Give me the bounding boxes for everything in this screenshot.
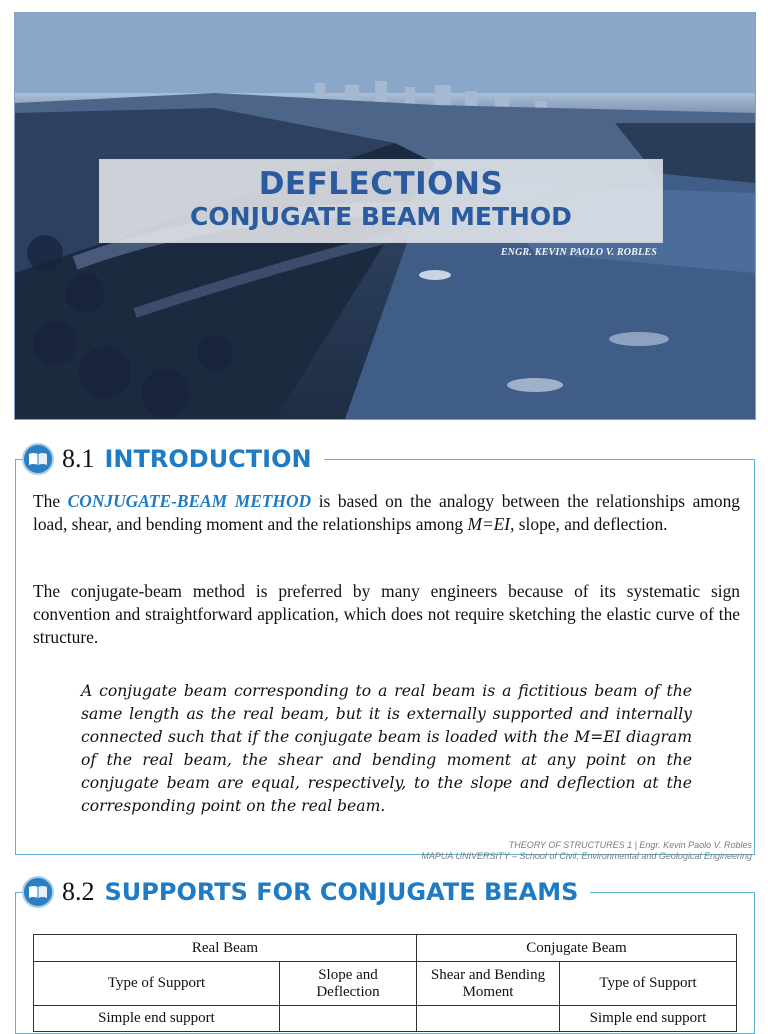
cell-real-support: Simple end support [34, 1006, 280, 1032]
footer-university: MAPUA UNIVERSITY – School of Civil, Environmental and Geological Engineering [421, 851, 752, 861]
book-icon [22, 443, 54, 475]
section-number: 8.1 [62, 444, 95, 473]
table-column-header-row [34, 962, 737, 1006]
formula-m-ei: M=EI [467, 514, 511, 534]
footer-course: THEORY OF STRUCTURES 1 | Engr. Kevin Paolo V. Robles [508, 840, 752, 850]
cell-slope-deflection [280, 1006, 417, 1032]
header-conjugate-beam: Conjugate Beam [417, 935, 737, 962]
intro-paragraph-2: The conjugate-beam method is preferred by many engineers because of its systematic sign convention and straightforward application, which does not require sketching the elastic curve of the structure. [33, 581, 740, 647]
page-subtitle: CONJUGATE BEAM METHOD [190, 202, 572, 231]
book-icon [22, 876, 54, 908]
author-name: ENGR. KEVIN PAOLO V. ROBLES [500, 247, 657, 258]
para1-text-middle: is based on the analogy between the relationships among load, shear, and bending moment and the relationships among [33, 491, 740, 534]
hero-banner [14, 12, 756, 420]
table-group-header-row [34, 935, 737, 962]
section-introduction-heading [22, 443, 324, 475]
para1-text-start: The [33, 491, 68, 511]
page-footer [421, 840, 752, 862]
title-box [99, 159, 663, 243]
header-type-of-support-real: Type of Support [34, 962, 280, 1006]
section-title: INTRODUCTION [104, 445, 312, 473]
cell-shear-moment [417, 1006, 560, 1032]
section-number: 8.2 [62, 877, 95, 906]
table-row [34, 1006, 737, 1032]
header-type-of-support-conjugate: Type of Support [560, 962, 737, 1006]
header-real-beam: Real Beam [34, 935, 417, 962]
header-shear-bending-moment: Shear and Bending Moment [417, 962, 560, 1006]
keyword-conjugate-beam-method: CONJUGATE-BEAM METHOD [67, 491, 312, 511]
header-slope-deflection: Slope and Deflection [280, 962, 417, 1006]
intro-paragraph-1 [33, 490, 740, 536]
section-title: SUPPORTS FOR CONJUGATE BEAMS [104, 878, 579, 906]
para1-text-end: , slope, and deflection. [510, 514, 668, 534]
definition-quote: A conjugate beam corresponding to a real beam is a fictitious beam of the same length as the real beam, but it is externally supported and internally connected such that if the conjugate beam is loaded with the M=EI diagram of the real beam, the shear and bending moment at any point on the conjugate beam are equal, respectively, to the slope and deflection at the corresponding point on the real beam. [81, 682, 692, 815]
cell-conjugate-support: Simple end support [560, 1006, 737, 1032]
page-title: DEFLECTIONS [258, 166, 504, 202]
section-supports-heading [22, 876, 590, 908]
supports-table [33, 934, 737, 1032]
